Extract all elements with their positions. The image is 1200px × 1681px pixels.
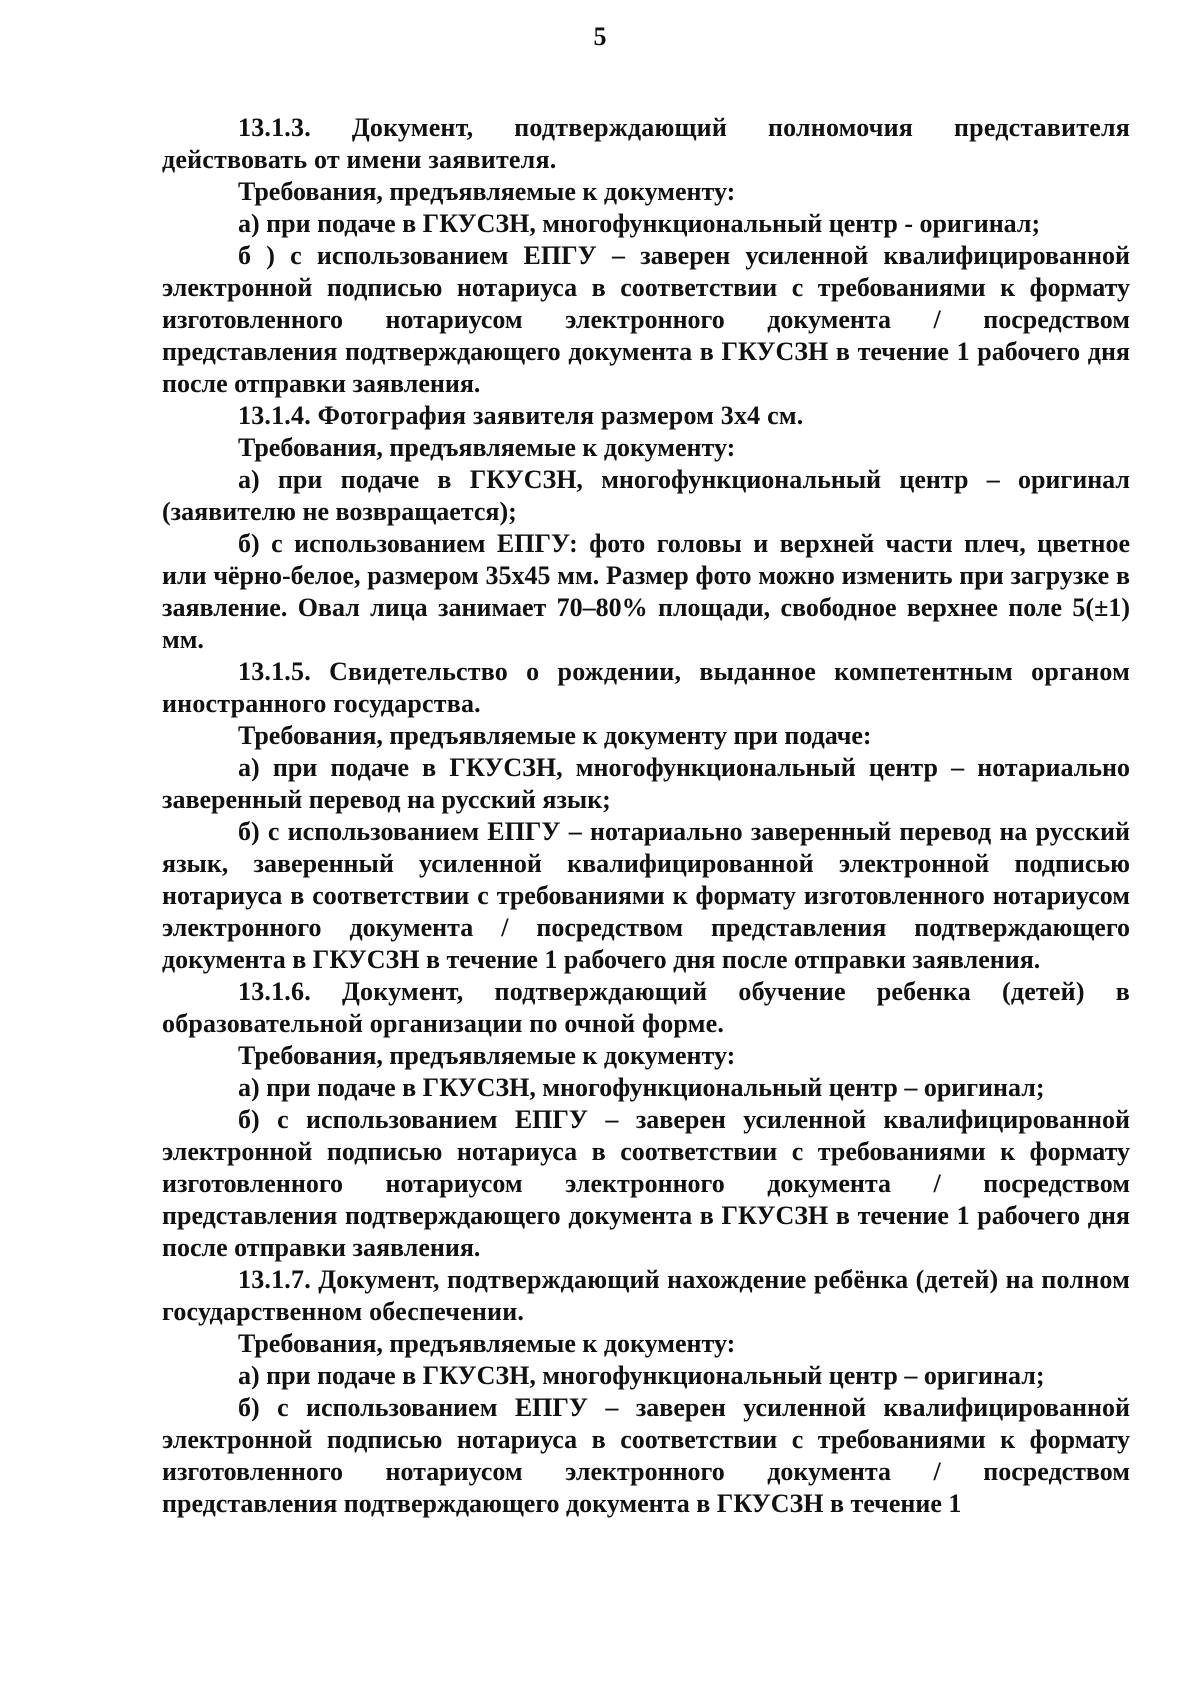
page-number: 5	[593, 22, 607, 51]
requirement-item-b: б ) с использованием ЕПГУ – заверен усиленной квалифицированной электронной подписью нотариуса в соответствии с требованиями к формату изготовленного нотариусом электронного документа / посредством представления подтверждающего документа в ГКУСЗН в течение 1 рабочего дня после отправки заявления.	[162, 241, 1130, 398]
requirement-item-b: б) с использованием ЕПГУ – заверен усиленной квалифицированной электронной подписью нотариуса в соответствии с требованиями к формату изготовленного нотариусом электронного документа / посредством представления подтверждающего документа в ГКУСЗН в течение 1 рабочего дня после отправки заявления.	[162, 1105, 1130, 1262]
requirements-label: Требования, предъявляемые к документу при подаче:	[238, 721, 872, 750]
requirements-label: Требования, предъявляемые к документу:	[238, 1329, 736, 1358]
requirement-item-b: б) с использованием ЕПГУ: фото головы и верхней части плеч, цветное или чёрно-белое, размером 35х45 мм. Размер фото можно изменить при загрузке в заявление. Овал лица занимает 70–80% площади, свободное верхнее поле 5(±1) мм.	[162, 529, 1130, 654]
section-13-1-3-heading: 13.1.3. Документ, подтверждающий полномочия представителя действовать от имени заявителя.	[162, 113, 1130, 174]
section-13-1-5-heading: 13.1.5. Свидетельство о рождении, выданное компетентным органом иностранного государства.	[162, 657, 1130, 718]
requirement-item-a: а) при подаче в ГКУСЗН, многофункциональный центр – нотариально заверенный перевод на русский язык;	[162, 753, 1130, 814]
section-13-1-6-heading: 13.1.6. Документ, подтверждающий обучение ребенка (детей) в образовательной организации по очной форме.	[162, 977, 1130, 1038]
requirement-item-b: б) с использованием ЕПГУ – заверен усиленной квалифицированной электронной подписью нотариуса в соответствии с требованиями к формату изготовленного нотариусом электронного документа / посредством представления подтверждающего документа в ГКУСЗН в течение 1	[162, 1393, 1130, 1518]
document-body	[162, 112, 1130, 1520]
section-13-1-7-heading: 13.1.7. Документ, подтверждающий нахождение ребёнка (детей) на полном государственном обеспечении.	[162, 1265, 1130, 1326]
requirement-item-a: а) при подаче в ГКУСЗН, многофункциональный центр – оригинал;	[238, 1361, 1045, 1390]
requirement-item-a: а) при подаче в ГКУСЗН, многофункциональный центр – оригинал;	[238, 1073, 1045, 1102]
requirement-item-b: б) с использованием ЕПГУ – нотариально заверенный перевод на русский язык, заверенный усиленной квалифицированной электронной подписью нотариуса в соответствии с требованиями к формату изготовленного нотариусом электронного документа / посредством представления подтверждающего документа в ГКУСЗН в течение 1 рабочего дня после отправки заявления.	[162, 817, 1130, 974]
requirements-label: Требования, предъявляемые к документу:	[238, 1041, 736, 1070]
requirements-label: Требования, предъявляемые к документу:	[238, 433, 736, 462]
requirements-label: Требования, предъявляемые к документу:	[238, 177, 736, 206]
section-13-1-4-heading: 13.1.4. Фотография заявителя размером 3х4 см.	[238, 401, 804, 430]
requirement-item-a: а) при подаче в ГКУСЗН, многофункциональный центр - оригинал;	[238, 209, 1041, 238]
requirement-item-a: а) при подаче в ГКУСЗН, многофункциональный центр – оригинал (заявителю не возвращается);	[162, 465, 1130, 526]
